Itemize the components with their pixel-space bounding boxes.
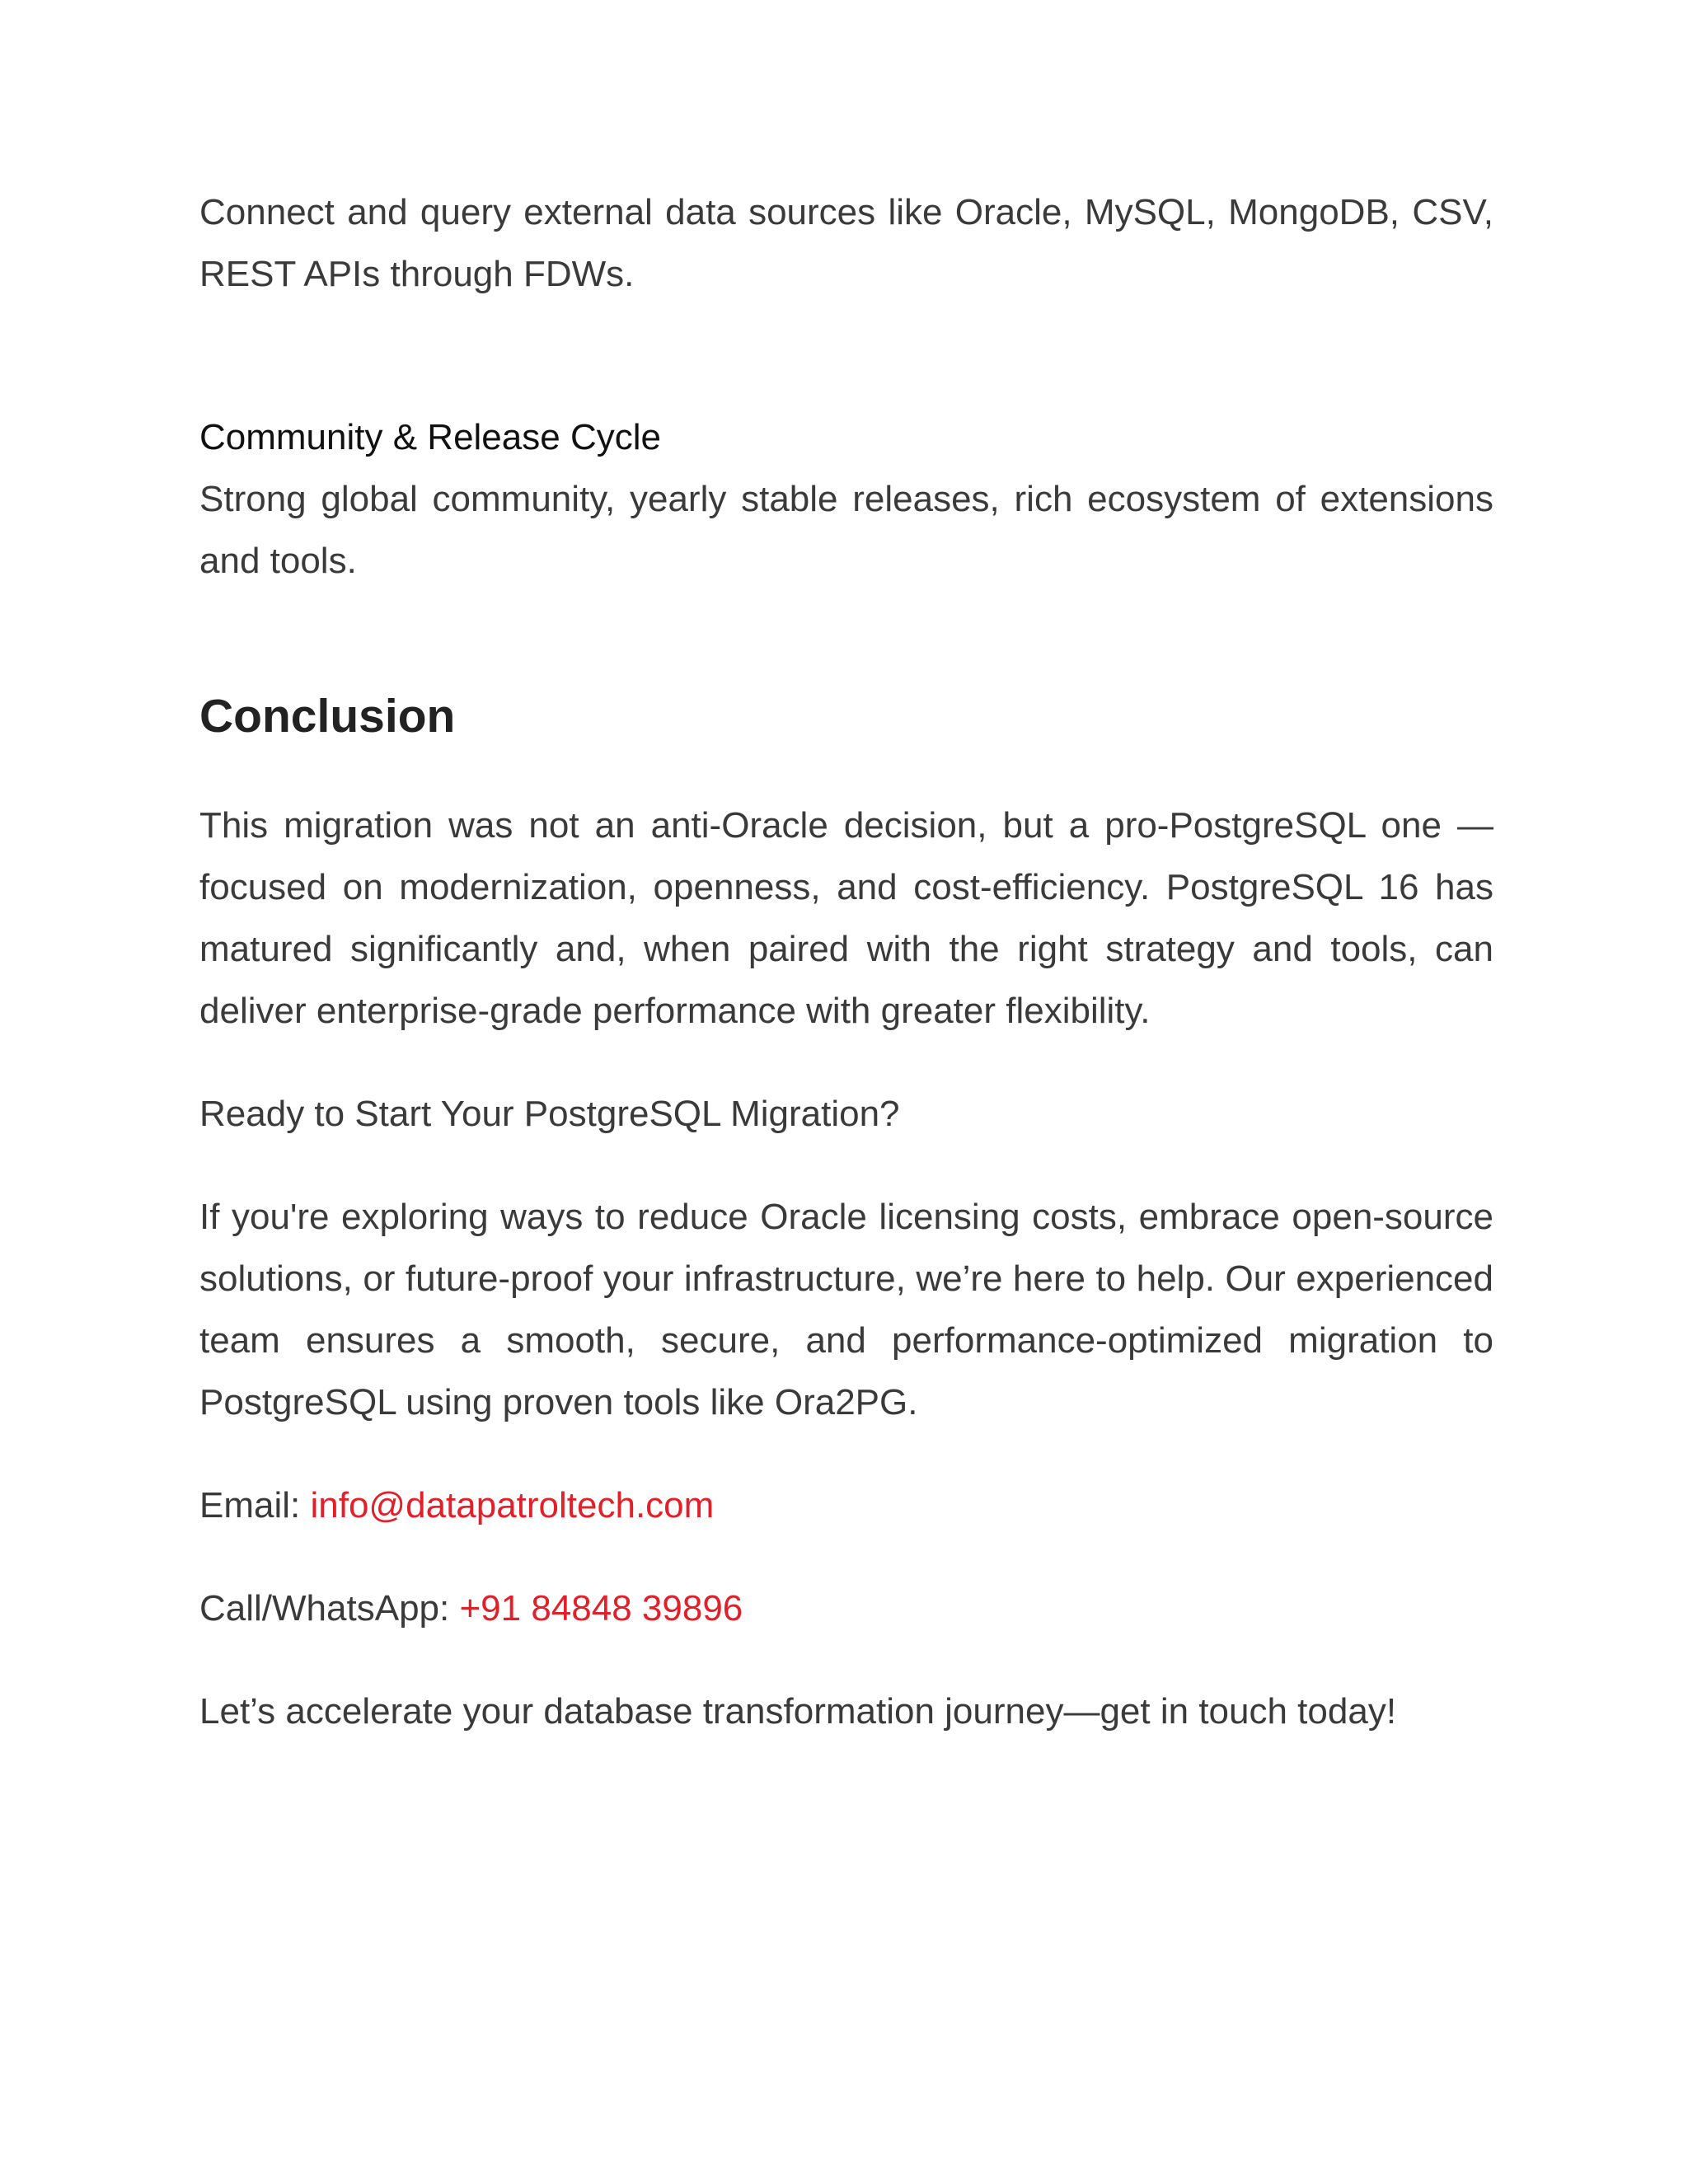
cta-paragraph: If you're exploring ways to reduce Oracle licensing costs, embrace open-source solutions, or future-proof your infrastructure, we’re here to help. Our experienced team ensures a smooth, secure, and performance-optimized migration to PostgreSQL using proven tools like Ora2PG. [199,1197,1493,1422]
closing-line: Let’s accelerate your database transformation journey—get in touch today! [199,1691,1397,1732]
email-label: Email: [199,1485,311,1526]
call-line [199,1577,1493,1639]
document-content [199,181,1493,1742]
phone-link[interactable]: +91 84848 39896 [459,1588,743,1629]
call-label: Call/WhatsApp: [199,1588,460,1629]
email-line [199,1474,1493,1536]
ready-question: Ready to Start Your PostgreSQL Migration? [199,1094,900,1134]
conclusion-paragraph: This migration was not an anti-Oracle decision, but a pro-PostgreSQL one — focused on modernization, openness, and cost-efficiency. PostgreSQL 16 has matured significantly and, when paired with the right strategy and tools, can deliver enterprise-grade performance with greater flexibility. [199,805,1493,1031]
fdw-paragraph: Connect and query external data sources like Oracle, MySQL, MongoDB, CSV, REST APIs through FDWs. [199,192,1493,294]
community-paragraph: Strong global community, yearly stable releases, rich ecosystem of extensions and tools. [199,479,1493,581]
email-link[interactable]: info@datapatroltech.com [310,1485,715,1526]
conclusion-title: Conclusion [199,690,456,743]
community-heading: Community & Release Cycle [199,417,661,457]
